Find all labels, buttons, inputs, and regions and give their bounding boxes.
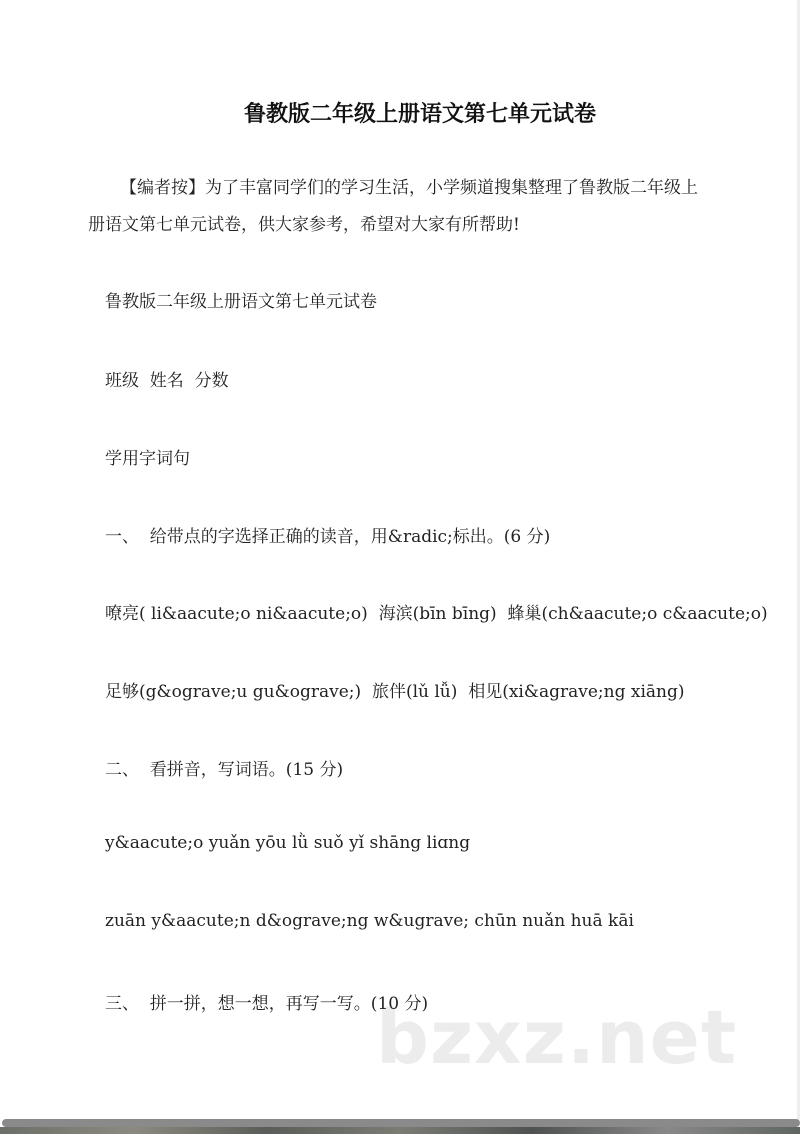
document-title: 鲁教版二年级上册语文第七单元试卷 [243,102,596,127]
question-1-row-2: 足够(g&ograve;u gu&ograve;) 旅伴(lǔ lǚ) 相见(xi&agrave;ng xiāng) [105,682,685,702]
question-2-row-2: zuān y&aacute;n d&ograve;ng w&ugrave; chūn nuǎn huā kāi [105,911,634,931]
question-1-row-1: 嘹亮( li&aacute;o ni&aacute;o) 海滨(bīn bīng) 蜂巢(ch&aacute;o c&aacute;o) [105,604,768,624]
question-2-row-1: y&aacute;o yuǎn yōu lǜ suǒ yǐ shāng liɑng [105,833,471,853]
question-2-heading: 二、 看拼音，写词语。(15 分) [105,760,344,780]
class-name-score-line: 班级 姓名 分数 [105,371,229,391]
watermark-logo: bzxz.net [376,995,738,1081]
section-heading: 学用字词句 [105,449,190,469]
editor-note: 【编者按】为了丰富同学们的学习生活，小学频道搜集整理了鲁教版二年级上册语文第七单元试卷，供大家参考，希望对大家有所帮助! [88,178,698,235]
question-3-heading: 三、 拼一拼，想一想，再写一写。(10 分) [105,994,429,1014]
horizontal-scrollbar[interactable] [2,1119,800,1127]
background-image-strip [0,1127,800,1134]
question-1-heading: 一、 给带点的字选择正确的读音，用&radic;标出。(6 分) [105,527,551,547]
subtitle-line: 鲁教版二年级上册语文第七单元试卷 [105,292,377,312]
